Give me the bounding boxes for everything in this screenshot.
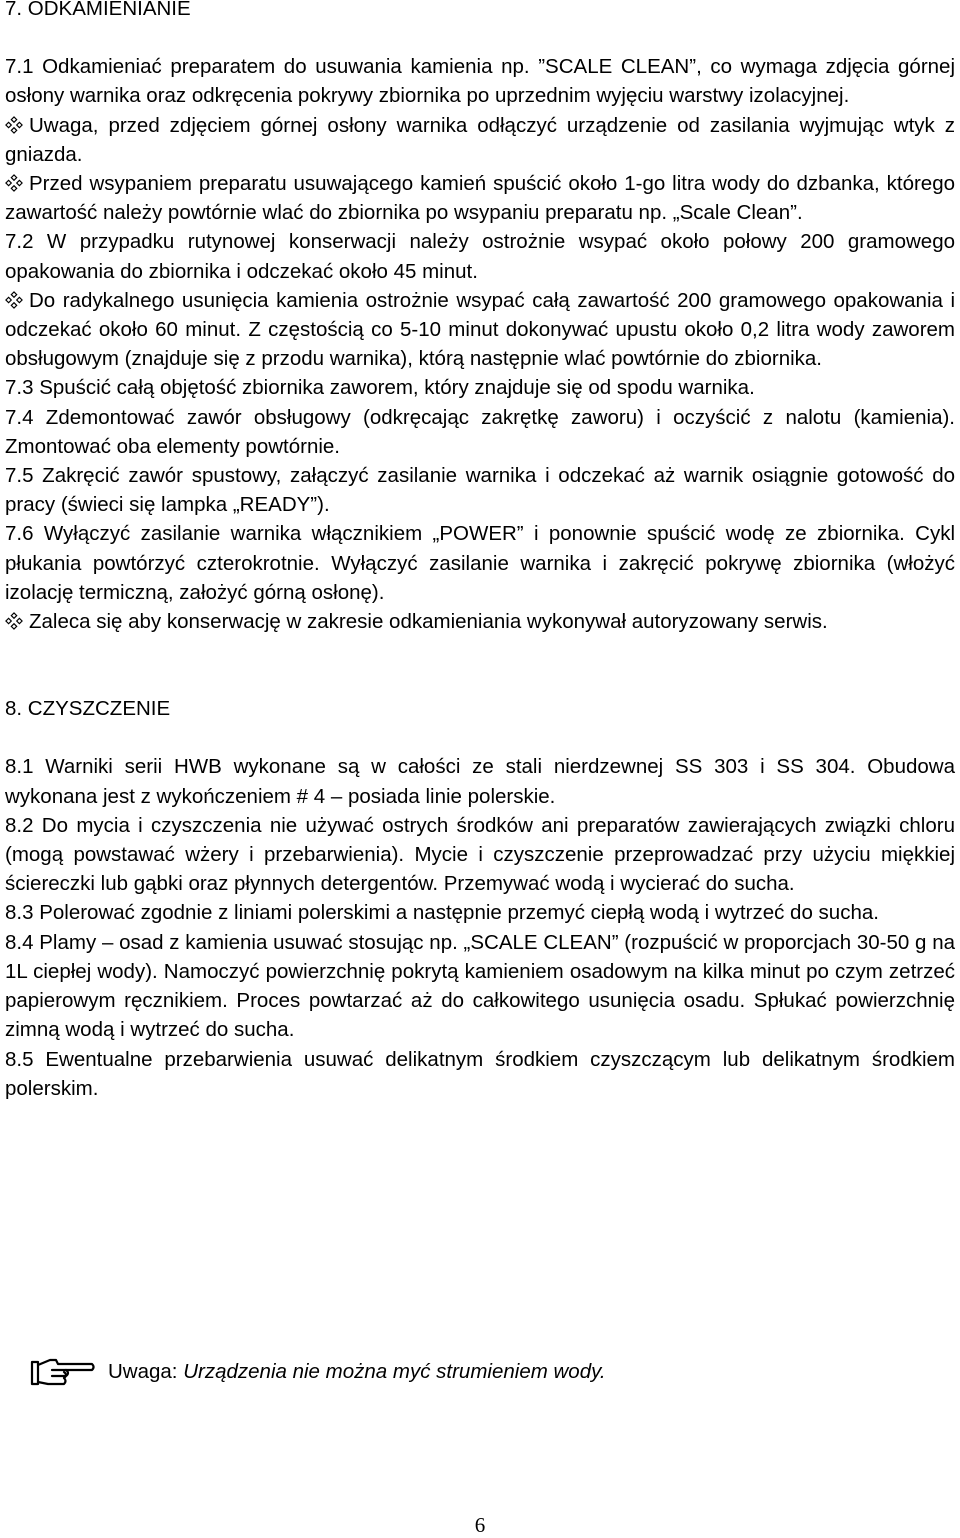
diamond-bullet-icon <box>5 174 23 192</box>
bullet-text: Do radykalnego usunięcia kamienia ostrożnie wsypać całą zawartość 200 gramowego opakowania i odczekać około 60 minut. Z częstością co 5-10 minut dokonywać upustu około 0,2 litra wody zaworem obsługowym (znajduje się z przodu warnika), którą następnie wlać powtórnie do zbiornika. <box>5 288 955 371</box>
paragraph-7-5: 7.5 Zakręcić zawór spustowy, załączyć zasilanie warnika i odczekać aż warnik osiągnie gotowość do pracy (świeci się lampka „READY”). <box>5 464 955 517</box>
pointing-hand-icon <box>30 1356 96 1388</box>
section-8-heading: 8. CZYSZCZENIE <box>5 697 171 721</box>
paragraph-7-2: 7.2 W przypadku rutynowej konserwacji należy ostrożnie wsypać około połowy 200 gramowego opakowania do zbiornika i odczekać około 45 minut. <box>5 230 955 283</box>
note <box>30 1356 606 1388</box>
paragraph-7-6: 7.6 Wyłączyć zasilanie warnika włącznikiem „POWER” i ponownie spuścić wodę ze zbiornika. Cykl płukania powtórzyć czterokrotnie. Wyłączyć zasilanie warnika i zakręcić pokrywę zbiornika (włożyć izolację termiczną, założyć górną osłonę). <box>5 522 955 604</box>
diamond-bullet-icon <box>5 291 23 309</box>
paragraph-7-1: 7.1 Odkamieniać preparatem do usuwania kamienia np. ”SCALE CLEAN”, co wymaga zdjęcia górnej osłony warnika oraz odkręcenia pokrywy zbiornika po uprzednim wyjęciu warstwy izolacyjnej. <box>5 55 955 108</box>
bullet-paragraph-service <box>5 607 955 636</box>
bullet-text: Uwaga, przed zdjęciem górnej osłony warnika odłączyć urządzenie od zasilania wyjmując wtyk z gniazda. <box>5 113 955 166</box>
bullet-text: Zaleca się aby konserwację w zakresie odkamieniania wykonywał autoryzowany serwis. <box>29 610 828 634</box>
page-number: 6 <box>474 1513 486 1537</box>
bullet-paragraph-warning <box>5 111 955 169</box>
note-label: Uwaga: <box>108 1360 178 1383</box>
paragraph-8-5: 8.5 Ewentualne przebarwienia usuwać delikatnym środkiem czyszczącym lub delikatnym środkiem polerskim. <box>5 1047 955 1100</box>
paragraph-8-1: 8.1 Warniki serii HWB wykonane są w całości ze stali nierdzewnej SS 303 i SS 304. Obudowa wykonana jest z wykończeniem # 4 – posiada linie polerskie. <box>5 755 955 808</box>
section-7-heading: 7. ODKAMIENIANIE <box>5 0 191 20</box>
document-page <box>5 0 955 1103</box>
paragraph-7-3: 7.3 Spuścić całą objętość zbiornika zaworem, który znajduje się od spodu warnika. <box>5 376 755 400</box>
bullet-text: Przed wsypaniem preparatu usuwającego kamień spuścić około 1-go litra wody do dzbanka, którego zawartość należy powtórnie wlać do zbiornika po wsypaniu preparatu np. „Scale Clean”. <box>5 172 955 225</box>
bullet-paragraph-radical <box>5 286 955 374</box>
diamond-bullet-icon <box>5 116 23 134</box>
paragraph-8-3: 8.3 Polerować zgodnie z liniami polerskimi a następnie przemyć ciepłą wodą i wytrzeć do sucha. <box>5 901 879 925</box>
diamond-bullet-icon <box>5 612 23 630</box>
bullet-paragraph-drain <box>5 169 955 227</box>
note-body: Urządzenia nie można myć strumieniem wody. <box>183 1360 606 1383</box>
paragraph-8-4: 8.4 Plamy – osad z kamienia usuwać stosując np. „SCALE CLEAN” (rozpuścić w proporcjach 30-50 g na 1L ciepłej wody). Namoczyć powierzchnię pokrytą kamieniem osadowym na kilka minut po czym zetrzeć papierowym ręcznikiem. Proces powtarzać aż do całkowitego usunięcia osadu. Spłukać powierzchnię zimną wodą i wytrzeć do sucha. <box>5 930 955 1042</box>
note-text <box>108 1360 606 1384</box>
paragraph-7-4: 7.4 Zdemontować zawór obsługowy (odkręcając zakrętkę zaworu) i oczyścić z nalotu (kamienia). Zmontować oba elementy powtórnie. <box>5 405 955 458</box>
paragraph-8-2: 8.2 Do mycia i czyszczenia nie używać ostrych środków ani preparatów zawierających związki chloru (mogą powstawać wżery i przebarwienia). Mycie i czyszczenie przeprowadzać przy użyciu miękkiej ściereczki lub gąbki oraz płynnych detergentów. Przemywać wodą i wycierać do sucha. <box>5 813 955 896</box>
